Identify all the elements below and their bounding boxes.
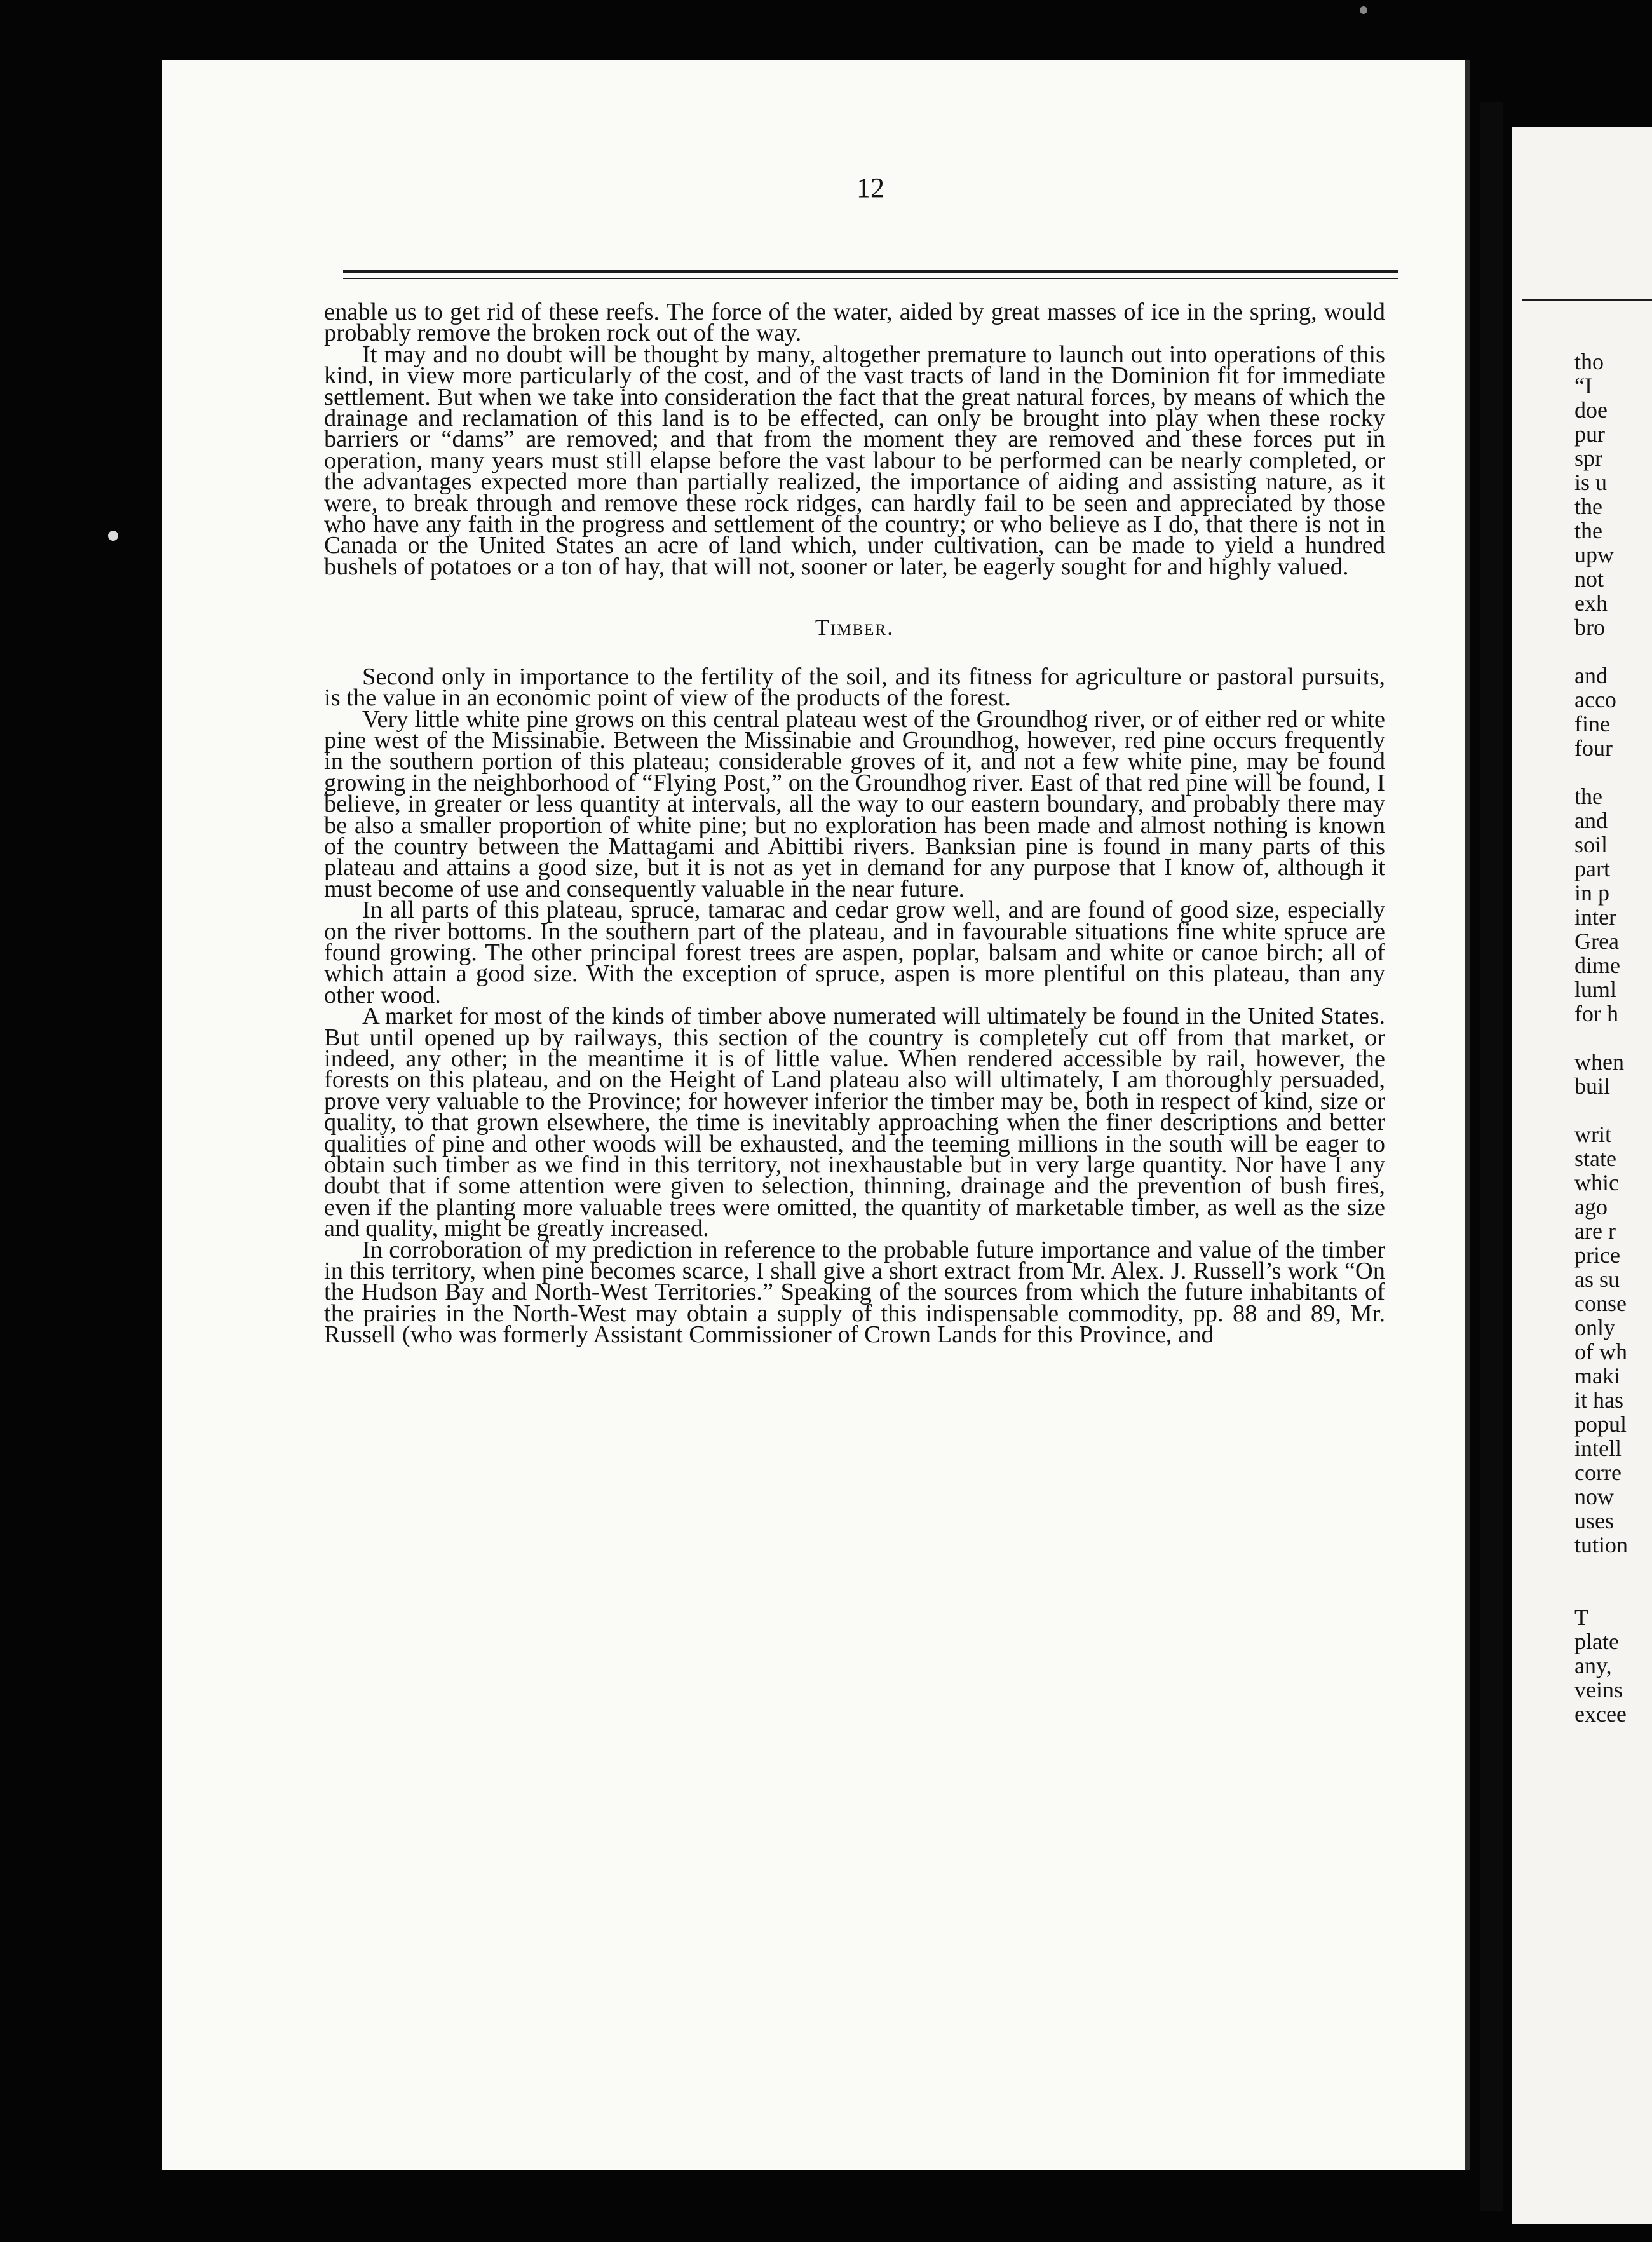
section-heading-timber: Timber. <box>815 615 895 641</box>
text-fragment: it has <box>1574 1387 1623 1413</box>
text-fragment: T <box>1574 1605 1588 1630</box>
paragraph: A market for most of the kinds of timber above numerated will ultimately be found in the United States. But until opened up by railways, this section of the country is completely cut off from that market, or indeed, any other; in the meantime it is of little value. When rendered accessible by rail, however, the forests on this plateau, and on the Height of Land plateau also will ultimately, I am thoroughly persuaded, prove very valuable to the Province; for however inferior the timber may be, both in respect of kind, size or quality, to that grown elsewhere, the time is inevitably approaching when the finer descriptions and better qualities of pine and other woods will be exhausted, and the teeming millions in the south will be eager to obtain such timber as we find in this territory, not inexhaustable but in very large quantity. Nor have I any doubt that if some attention were given to selection, thinning, drainage and the prevention of bush fires, even if the planting more valuable trees were omitted, the quantity of marketable timber, as well as the size and quality, might be greatly increased. <box>324 1003 1385 1242</box>
text-fragment: conse <box>1574 1291 1627 1316</box>
text-fragment: bro <box>1574 615 1605 640</box>
paragraph: Very little white pine grows on this central plateau west of the Groundhog river, or of either red or white pine west of the Missinabie. Between the Missinabie and Groundhog, however, red pine occurs frequently in the southern portion of this plateau; considerable groves of it, and not a few white pine, may be found growing in the neighborhood of “Flying Post,” on the Groundhog river. East of that red pine will be found, I believe, in greater or less quantity at intervals, all the way to our eastern boundary, and probably there may be also a smaller proportion of white pine; but no exploration has been made and almost nothing is known of the country between the Mattagami and Abittibi rivers. Banksian pine is found in many parts of this plateau and attains a good size, but it is not as yet in demand for any purpose that I know of, although it must become of use and consequently valuable in the near future. <box>324 705 1385 902</box>
text-fragment: inter <box>1574 904 1616 930</box>
text-fragment: exh <box>1574 590 1608 616</box>
fragment-gap <box>1574 639 1652 663</box>
text-fragment: part <box>1574 856 1610 881</box>
text-fragment: not <box>1574 566 1604 592</box>
fragment-gap <box>1574 1581 1652 1605</box>
text-fragment: four <box>1574 735 1613 761</box>
text-fragment: corre <box>1574 1460 1622 1485</box>
text-fragment: tution <box>1574 1532 1628 1558</box>
text-fragment: state <box>1574 1146 1616 1171</box>
text-fragment: fine <box>1574 711 1610 737</box>
adjacent-page-text-fragments <box>1574 350 1652 1726</box>
text-fragment: luml <box>1574 977 1617 1002</box>
text-fragment: Grea <box>1574 928 1619 954</box>
text-fragment: the <box>1574 518 1602 543</box>
text-fragment: as su <box>1574 1267 1620 1292</box>
paragraph-continuation: enable us to get rid of these reefs. The force of the water, aided by great masses of ice in the spring, would probably remove the broken rock out of the way. <box>324 299 1385 347</box>
fragment-gap <box>1574 1557 1652 1581</box>
paragraph: It may and no doubt will be thought by many, altogether premature to launch out into operations of this kind, in view more particularly of the cost, and of the vast tracts of land in the Dominion fit for immediate settlement. But when we take into consideration the fact that the great natural forces, by means of which the drainage and reclamation of this land is to be effected, can only be brought into play when these rocky barriers or “dams” are removed; and that from the moment they are removed and these forces put in operation, many years must still elapse before the vast labour to be performed can be nearly completed, or the advantages expected more than partially realized, the importance of aiding and assisting nature, as it were, to break through and remove these rock ridges, can hardly fail to be seen and appreciated by those who have any faith in the progress and settlement of the country; or who believe as I do, that there is not in Canada or the United States an acre of land which, under cultivation, can be made to yield a hundred bushels of potatoes or a ton of hay, that will not, sooner or later, be eagerly sought for and highly valued. <box>324 341 1385 580</box>
text-fragment: uses <box>1574 1508 1614 1533</box>
paragraph: In all parts of this plateau, spruce, tamarac and cedar grow well, and are found of good size, especially on the river bottoms. In the southern part of the plateau, and in favourable situations fine white spruce are found growing. The other principal forest trees are aspen, poplar, balsam and white or canoe birch; all of which attain a good size. With the exception of spruce, aspen is more plentiful on this plateau, than any other wood. <box>324 897 1385 1009</box>
adjacent-page-rule <box>1522 299 1652 301</box>
text-fragment: upw <box>1574 542 1614 567</box>
page-number: 12 <box>856 172 884 203</box>
text-fragment: the <box>1574 494 1602 519</box>
text-fragment: soil <box>1574 832 1608 857</box>
text-fragment: now <box>1574 1484 1614 1509</box>
header-rule-thick <box>343 270 1398 273</box>
text-fragment: in p <box>1574 880 1610 906</box>
text-fragment: pur <box>1574 421 1605 447</box>
text-fragment: and <box>1574 663 1608 688</box>
text-fragment: acco <box>1574 687 1616 712</box>
fragment-gap <box>1574 760 1652 784</box>
text-fragment: “I <box>1574 373 1592 398</box>
body-text <box>324 299 1385 1349</box>
text-fragment: intell <box>1574 1436 1622 1461</box>
text-fragment: popul <box>1574 1411 1627 1437</box>
text-fragment: dime <box>1574 953 1620 978</box>
text-fragment: excee <box>1574 1701 1627 1726</box>
text-fragment: only <box>1574 1315 1616 1340</box>
scan-mark <box>108 531 118 541</box>
text-fragment: buil <box>1574 1073 1611 1099</box>
text-fragment: when <box>1574 1049 1624 1075</box>
text-fragment: tho <box>1574 350 1604 374</box>
text-fragment: writ <box>1574 1122 1611 1147</box>
text-fragment: any, <box>1574 1653 1612 1678</box>
book-spine-gap <box>1480 102 1503 2211</box>
paragraph: Second only in importance to the fertility of the soil, and its fitness for agriculture or pastoral pursuits, is the value in an economic point of view of the products of the forest. <box>324 663 1385 712</box>
text-fragment: are r <box>1574 1218 1616 1244</box>
header-rule-thin <box>343 278 1398 279</box>
text-fragment: is u <box>1574 470 1608 495</box>
fragment-gap <box>1574 1098 1652 1122</box>
text-fragment: for h <box>1574 1001 1618 1026</box>
text-fragment: of wh <box>1574 1339 1627 1364</box>
text-fragment: plate <box>1574 1629 1619 1654</box>
text-fragment: spr <box>1574 445 1602 471</box>
text-fragment: ago <box>1574 1194 1608 1220</box>
text-fragment: price <box>1574 1242 1620 1268</box>
fragment-gap <box>1574 1026 1652 1050</box>
text-fragment: veins <box>1574 1677 1623 1702</box>
text-fragment: doe <box>1574 397 1608 423</box>
text-fragment: whic <box>1574 1170 1619 1195</box>
scan-mark <box>1360 6 1367 14</box>
text-fragment: maki <box>1574 1363 1620 1389</box>
paragraph: In corroboration of my prediction in reference to the probable future importance and value of the timber in this territory, when pine becomes scarce, I shall give a short extract from Mr. Alex. J. Russell’s work “On the Hudson Bay and North-West Territories.” Speaking of the sources from which the future inhabitants of the prairies in the North-West may obtain a supply of this indispensable commodity, pp. 88 and 89, Mr. Russell (who was formerly Assistant Commissioner of Crown Lands for this Province, and <box>324 1236 1385 1349</box>
text-fragment: the <box>1574 784 1602 809</box>
text-fragment: and <box>1574 808 1608 833</box>
